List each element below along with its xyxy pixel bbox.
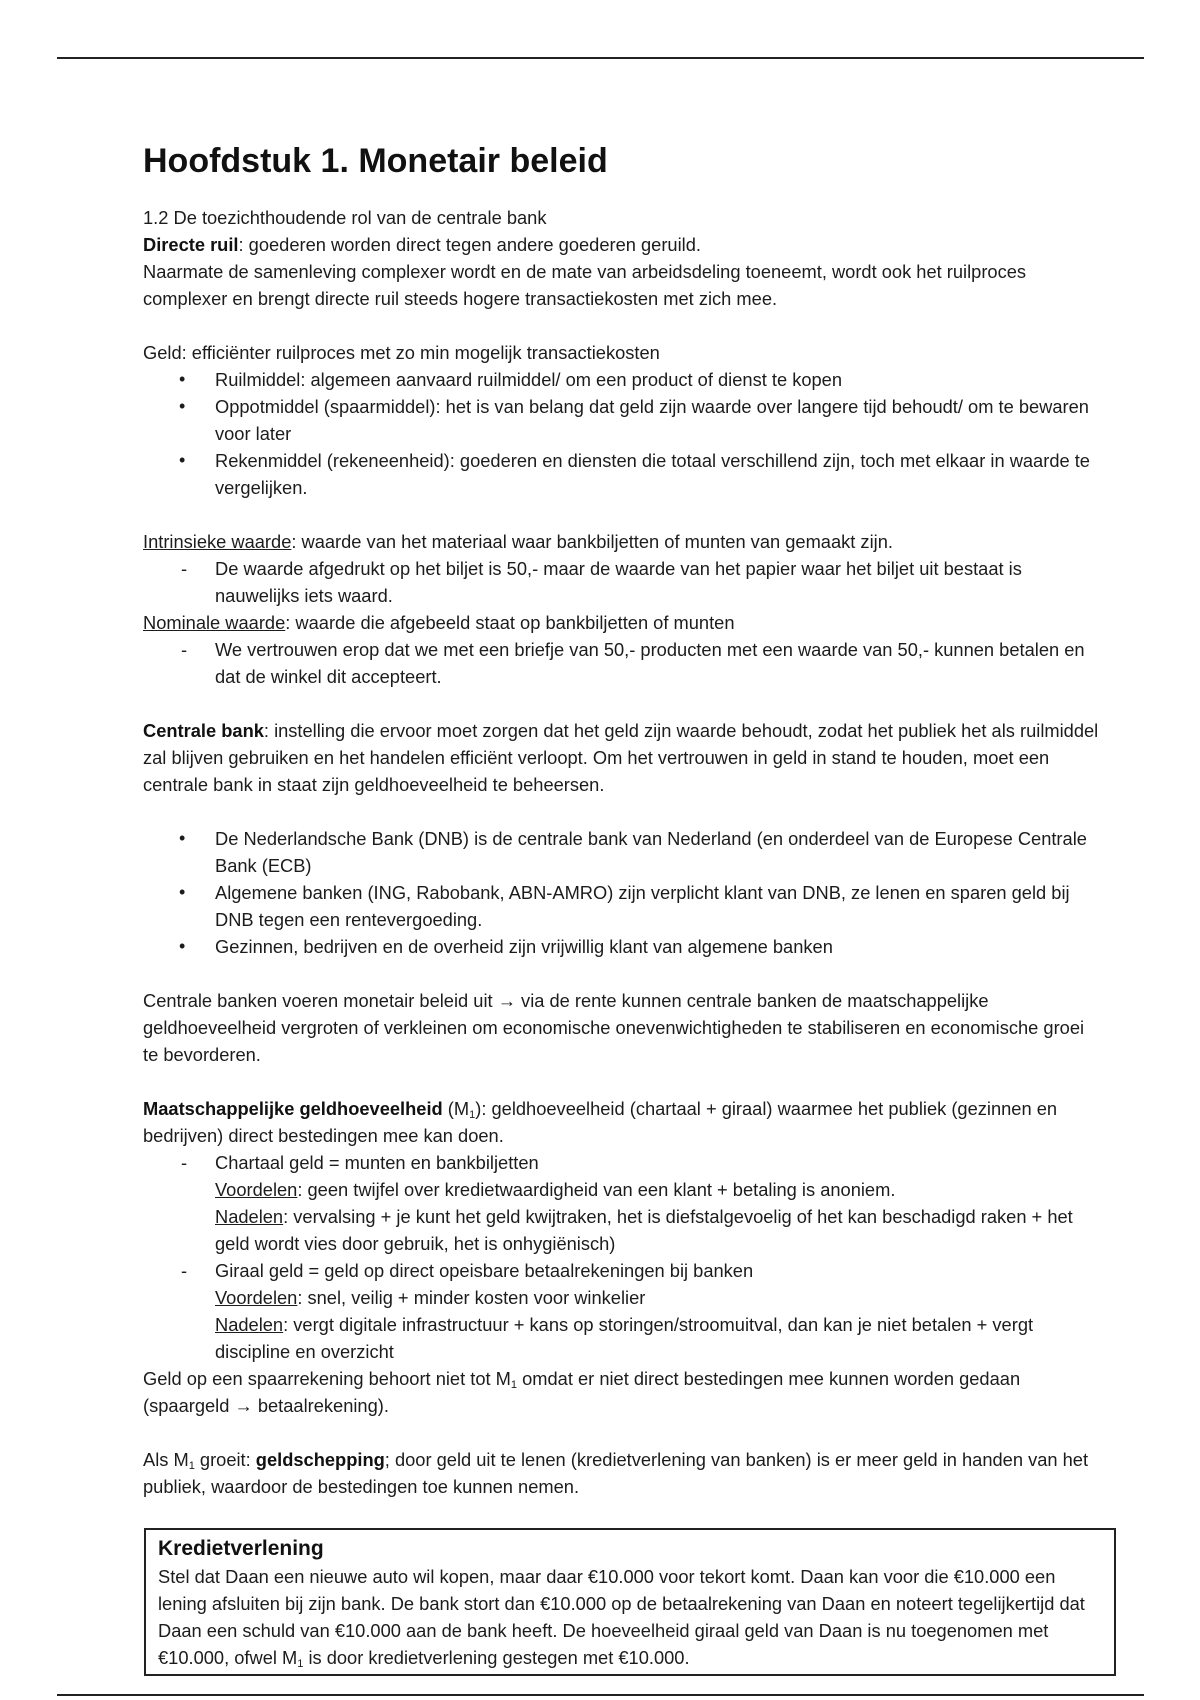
list-item: - De waarde afgedrukt op het biljet is 50,- maar de waarde van het papier waar het biljet uit bestaat is nauwelijks iets waard. [143, 555, 1103, 609]
spaarrekening-text: Geld op een spaarrekening behoort niet tot $M_1$ omdat er niet direct bestedingen mee kunnen worden gedaan (spaargeld → betaalrekening). [143, 1368, 1021, 1416]
m1-definition: Maatschappelijke geldhoeveelheid $(M_1)$: geldhoeveelheid (chartaal + giraal) waarmee het publiek (gezinnen en bedrijven) direct bestedingen mee kan doen. [143, 1098, 1058, 1146]
geldschepping-text: Als $M_1$ groeit: geldschepping; door geld uit te lenen (kredietverlening van banken) is er meer geld in handen van het publiek, waardoor de bestedingen toe kunnen nemen. [143, 1449, 1089, 1497]
nominale-waarde-list [143, 636, 1103, 690]
box-title: Kredietverlening [158, 1537, 324, 1560]
arrow-icon: → [234, 1395, 253, 1416]
geld-intro: Geld: efficiënter ruilproces met zo min mogelijk transactiekosten [143, 342, 660, 363]
intrinsieke-waarde-list [143, 555, 1103, 609]
centrale-bank-definition: Centrale bank: instelling die ervoor moet zorgen dat het geld zijn waarde behoudt, zodat het publiek het als ruilmiddel zal blijven gebruiken en het handelen efficiënt verloopt. Om het vertrouwen in geld in stand te houden, moet een centrale bank in staat zijn geldhoeveelheid te beheersen. [143, 720, 1099, 795]
list-item: - We vertrouwen erop dat we met een briefje van 50,- producten met een waarde van 50,- kunnen betalen en dat de winkel dit accepteert. [143, 636, 1103, 690]
intrinsieke-waarde-definition: Intrinsieke waarde: waarde van het materiaal waar bankbiljetten of munten van gemaakt zijn. [143, 531, 893, 552]
box-text: Stel dat Daan een nieuwe auto wil kopen, maar daar €10.000 voor tekort komt. Daan kan voor die €10.000 een lening afsluiten bij zijn bank. De bank stort dan €10.000 op de betaalrekening van Daan en noteert tegelijkertijd dat Daan een schuld van €10.000 aan de bank heeft. De hoeveelheid giraal geld van Daan is nu toegenomen met €10.000, ofwel $M_1$ is door kredietverlening gestegen met €10.000. [158, 1566, 1085, 1670]
list-item-giraal: - Giraal geld = geld op direct opeisbare betaalrekeningen bij banken Voordelen: snel, veilig + minder kosten voor winkelier Nadelen: vergt digitale infrastructuur + kans op storingen/stroomuitval, dan kan je niet betalen + vergt discipline en overzicht [143, 1257, 1103, 1365]
list-item: • Ruilmiddel: algemeen aanvaard ruilmiddel/ om een product of dienst te kopen [143, 366, 1103, 393]
nominale-waarde-definition: Nominale waarde: waarde die afgebeeld staat op bankbiljetten of munten [143, 612, 735, 633]
list-item: • Gezinnen, bedrijven en de overheid zijn vrijwillig klant van algemene banken [143, 933, 1103, 960]
list-item: • De Nederlandsche Bank (DNB) is de centrale bank van Nederland (en onderdeel van de Europese Centrale Bank (ECB) [143, 825, 1103, 879]
geld-functions-list [143, 366, 1103, 501]
term-directe-ruil: Directe ruil [143, 234, 239, 255]
term-intrinsieke-waarde: Intrinsieke waarde [143, 531, 292, 552]
term-centrale-bank: Centrale bank [143, 720, 264, 741]
section-heading: 1.2 De toezichthoudende rol van de centrale bank [143, 207, 547, 228]
geld-types-list [143, 1149, 1103, 1365]
list-item: • Rekenmiddel (rekeneenheid): goederen en diensten die totaal verschillend zijn, toch met elkaar in waarde te vergelijken. [143, 447, 1103, 501]
chapter-title: Hoofdstuk 1. Monetair beleid [143, 142, 608, 180]
list-item: • Oppotmiddel (spaarmiddel): het is van belang dat geld zijn waarde over langere tijd behoudt/ om te bewaren voor later [143, 393, 1103, 447]
kredietverlening-box [144, 1528, 1116, 1676]
term-geldschepping: geldschepping [255, 1449, 385, 1470]
banks-list [143, 825, 1103, 960]
monetair-beleid-text: Centrale banken voeren monetair beleid uit → via de rente kunnen centrale banken de maatschappelijke geldhoeveelheid vergroten of verkleinen om economische onevenwichtigheden te stabiliseren en economische groei te bevorderen. [143, 990, 1085, 1065]
header-rule [57, 57, 1144, 59]
list-item-chartaal: - Chartaal geld = munten en bankbiljetten Voordelen: geen twijfel over kredietwaardigheid van een klant + betaling is anoniem. Nadelen: vervalsing + je kunt het geld kwijtraken, het is diefstalgevoelig of het kan beschadigd raken + het geld wordt vies door gebruik, het is onhygiënisch) [143, 1149, 1103, 1257]
directe-ruil-text: Naarmate de samenleving complexer wordt en de mate van arbeidsdeling toeneemt, wordt ook het ruilproces complexer en brengt directe ruil steeds hogere transactiekosten met zich mee. [143, 261, 1027, 309]
directe-ruil-definition: Directe ruil: goederen worden direct tegen andere goederen geruild. [143, 234, 701, 255]
list-item: • Algemene banken (ING, Rabobank, ABN-AMRO) zijn verplicht klant van DNB, ze lenen en sparen geld bij DNB tegen een rentevergoeding. [143, 879, 1103, 933]
document-body [143, 140, 1103, 1500]
term-maatschappelijke-geldhoeveelheid: Maatschappelijke geldhoeveelheid [143, 1098, 443, 1119]
footer-rule [57, 1694, 1144, 1696]
term-nominale-waarde: Nominale waarde [143, 612, 286, 633]
arrow-icon: → [497, 990, 516, 1011]
